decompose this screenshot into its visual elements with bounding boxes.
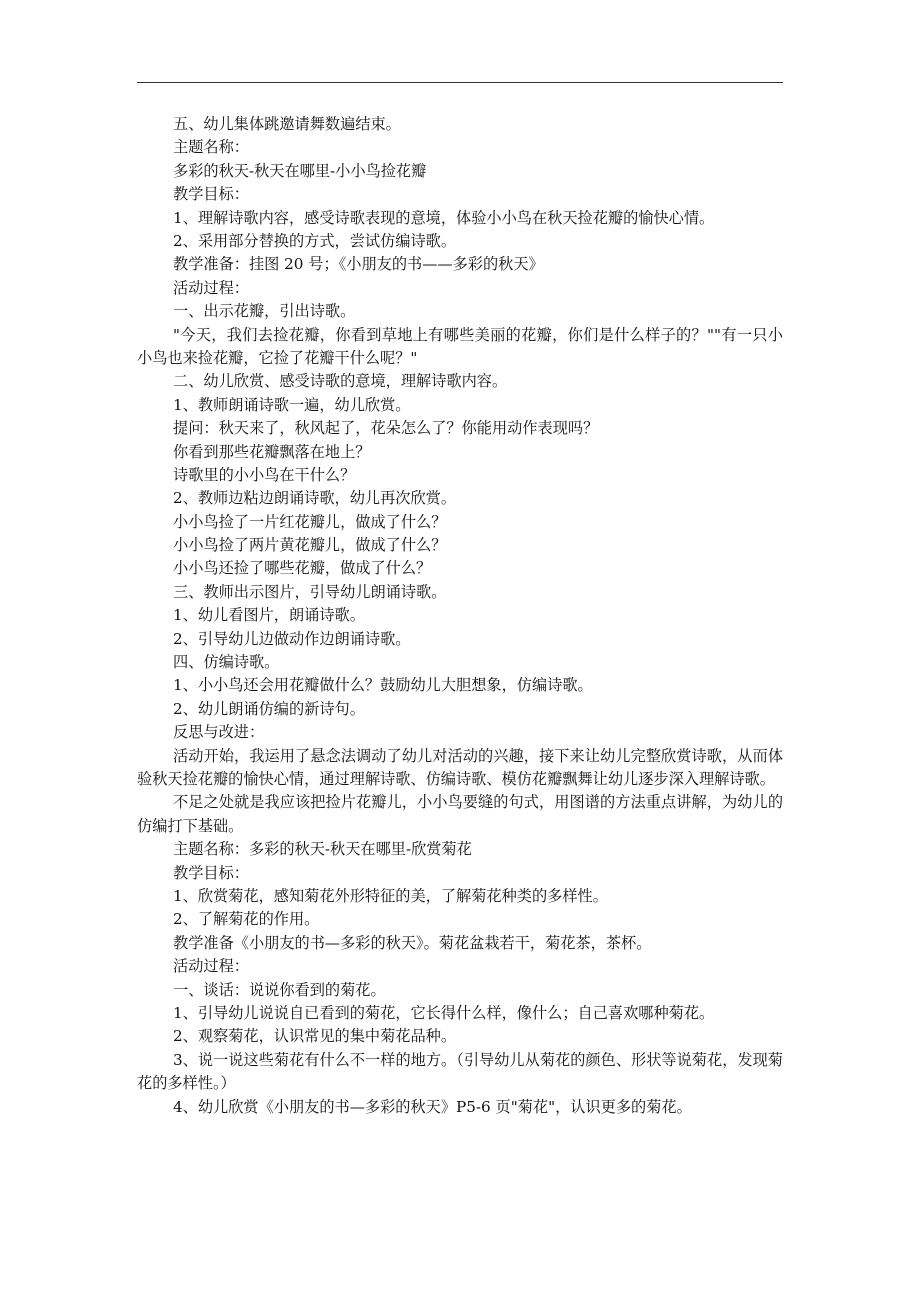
text-line: 1、引导幼儿说说自已看到的菊花，它长得什么样，像什么；自己喜欢哪种菊花。: [173, 1003, 715, 1022]
paragraph: "今天，我们去捡花瓣，你看到草地上有哪些美丽的花瓣，你们是什么样子的？""有一只小小鸟也来捡花瓣，它捡了花瓣干什么呢？": [137, 325, 783, 367]
text-line: 主题名称：: [173, 138, 249, 157]
text-line: 教学目标：: [173, 185, 249, 204]
text-line: 主题名称：多彩的秋天-秋天在哪里-欣赏菊花: [173, 840, 472, 859]
text-line: 反思与改进：: [173, 723, 265, 742]
paragraph: 活动开始，我运用了悬念法调动了幼儿对活动的兴趣，接下来让幼儿完整欣赏诗歌，从而体验秋天捡花瓣的愉快心情，通过理解诗歌、仿编诗歌、模仿花瓣飘舞让幼儿逐步深入理解诗歌。: [137, 746, 783, 788]
text-line: 2、教师边粘边朗诵诗歌，幼儿再次欣赏。: [173, 489, 457, 508]
text-line: 2、了解菊花的作用。: [173, 910, 320, 929]
text-line: 一、谈话：说说你看到的菊花。: [173, 980, 386, 999]
text-line: 活动过程：: [173, 278, 249, 297]
text-line: 2、观察菊花，认识常见的集中菊花品种。: [173, 1027, 457, 1046]
text-line: 小小鸟捡了一片红花瓣儿，做成了什么？: [173, 512, 447, 531]
text-line: 教学准备：挂图 20 号；《小朋友的书——多彩的秋天》: [173, 255, 544, 274]
text-line: 1、理解诗歌内容，感受诗歌表现的意境，体验小小鸟在秋天捡花瓣的愉快心情。: [173, 208, 715, 227]
paragraph: 不足之处就是我应该把捡片花瓣儿，小小鸟要缝的句式，用图谱的方法重点讲解，为幼儿的仿编打下基础。: [137, 793, 783, 835]
text-line: 2、引导幼儿边做动作边朗诵诗歌。: [173, 629, 411, 648]
text-line: 教学目标：: [173, 863, 249, 882]
text-line: 1、教师朗诵诗歌一遍，幼儿欣赏。: [173, 395, 411, 414]
text-line: 2、幼儿朗诵仿编的新诗句。: [173, 699, 365, 718]
text-line: 教学准备《小朋友的书—多彩的秋天》。菊花盆栽若干，菊花茶，茶杯。: [173, 933, 652, 952]
document-body: [137, 113, 783, 1119]
text-line: 4、幼儿欣赏《小朋友的书—多彩的秋天》P5-6 页"菊花"，认识更多的菊花。: [173, 1097, 692, 1116]
text-line: 一、出示花瓣，引出诗歌。: [173, 302, 356, 321]
text-line: 小小鸟捡了两片黄花瓣儿，做成了什么？: [173, 536, 447, 555]
text-line: 你看到那些花瓣飘落在地上？: [173, 442, 371, 461]
text-line: 1、欣赏菊花，感知菊花外形特征的美，了解菊花种类的多样性。: [173, 886, 608, 905]
text-line: 1、幼儿看图片，朗诵诗歌。: [173, 606, 365, 625]
paragraph: 3、说一说这些菊花有什么不一样的地方。（引导幼儿从菊花的颜色、形状等说菊花，发现菊花的多样性。）: [137, 1050, 783, 1093]
text-line: 多彩的秋天-秋天在哪里-小小鸟捡花瓣: [173, 161, 427, 180]
text-line: 三、教师出示图片，引导幼儿朗诵诗歌。: [173, 582, 447, 601]
text-line: 小小鸟还捡了哪些花瓣，做成了什么？: [173, 559, 432, 578]
text-line: 五、幼儿集体跳邀请舞数遍结束。: [173, 115, 401, 133]
text-line: 活动过程：: [173, 957, 249, 976]
header-rule: [137, 82, 783, 83]
text-line: 提问：秋天来了，秋风起了，花朵怎么了？你能用动作表现吗？: [173, 419, 599, 438]
text-line: 1、小小鸟还会用花瓣做什么？鼓励幼儿大胆想象，仿编诗歌。: [173, 676, 593, 695]
text-line: 四、仿编诗歌。: [173, 653, 280, 672]
text-line: 诗歌里的小小鸟在干什么？: [173, 465, 356, 484]
text-line: 二、幼儿欣赏、感受诗歌的意境，理解诗歌内容。: [173, 372, 508, 391]
text-line: 2、采用部分替换的方式，尝试仿编诗歌。: [173, 231, 457, 250]
